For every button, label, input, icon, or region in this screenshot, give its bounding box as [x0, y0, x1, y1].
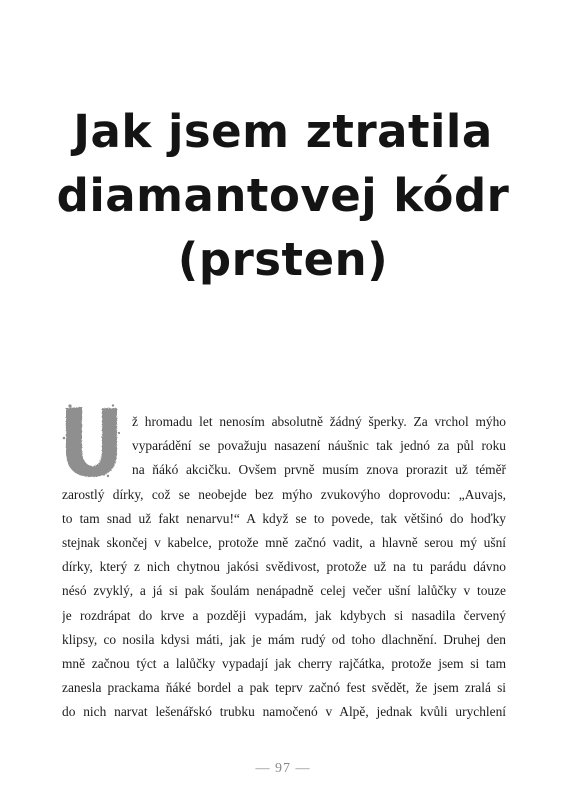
- body-line: na ňákó akcičku. Ovšem prvně musím znova prorazit už téměř: [132, 462, 506, 478]
- body-line: zanesla prackama ňáké bordel a pak teprv začnó fest svědět, že jsem zralá si: [62, 680, 506, 696]
- body-text: [62, 410, 506, 724]
- chapter-title-line-3: (prsten): [177, 233, 389, 286]
- body-line: je rozdrápat do krve a později vypadám, jak kdybych si nasadila červený: [62, 607, 506, 623]
- page-number: — 97 —: [255, 761, 311, 776]
- chapter-title-line-2: diamantovej kódr: [56, 169, 510, 222]
- body-line: vyparádění se považuju nasazení náušnic tak jednó za půl roku: [132, 438, 506, 454]
- body-line: nésó zvyklý, a já si pak šoulám nenápadně celej večer ušní lalůčky v touze: [62, 583, 506, 599]
- body-line: to tam snad už fakt nenarvu!“ A když se to povede, tak většinó do hoďky: [62, 510, 506, 526]
- chapter-title-line-1: Jak jsem ztratila: [73, 105, 493, 158]
- body-line: dírky, který z nich chytnou jakósi svědivost, protože už na tu parádu dávno: [62, 559, 506, 575]
- body-line: do nich narvat lešenářskó trubku namočenó v Alpě, jednak kvůli urychlení: [62, 704, 506, 720]
- body-line: mně začnou týct a lalůčky vypadají jak cherry rajčátka, protože jsem si tam: [62, 655, 506, 671]
- body-line: stejnak skončej v kabelce, protože mně začnó vadit, a hlavně serou mý ušní: [62, 534, 506, 550]
- body-line: klipsy, co nosila kdysi máti, jak je mám rudý od toho dlachnění. Druhej den: [62, 631, 506, 647]
- body-line: ž hromadu let nenosím absolutně žádný šperky. Za vrchol mýho: [132, 414, 506, 429]
- body-line: zarostlý dírky, což se neobejde bez mýho zvukovýho doprovodu: „Auvajs,: [62, 486, 506, 502]
- chapter-title: [40, 100, 526, 292]
